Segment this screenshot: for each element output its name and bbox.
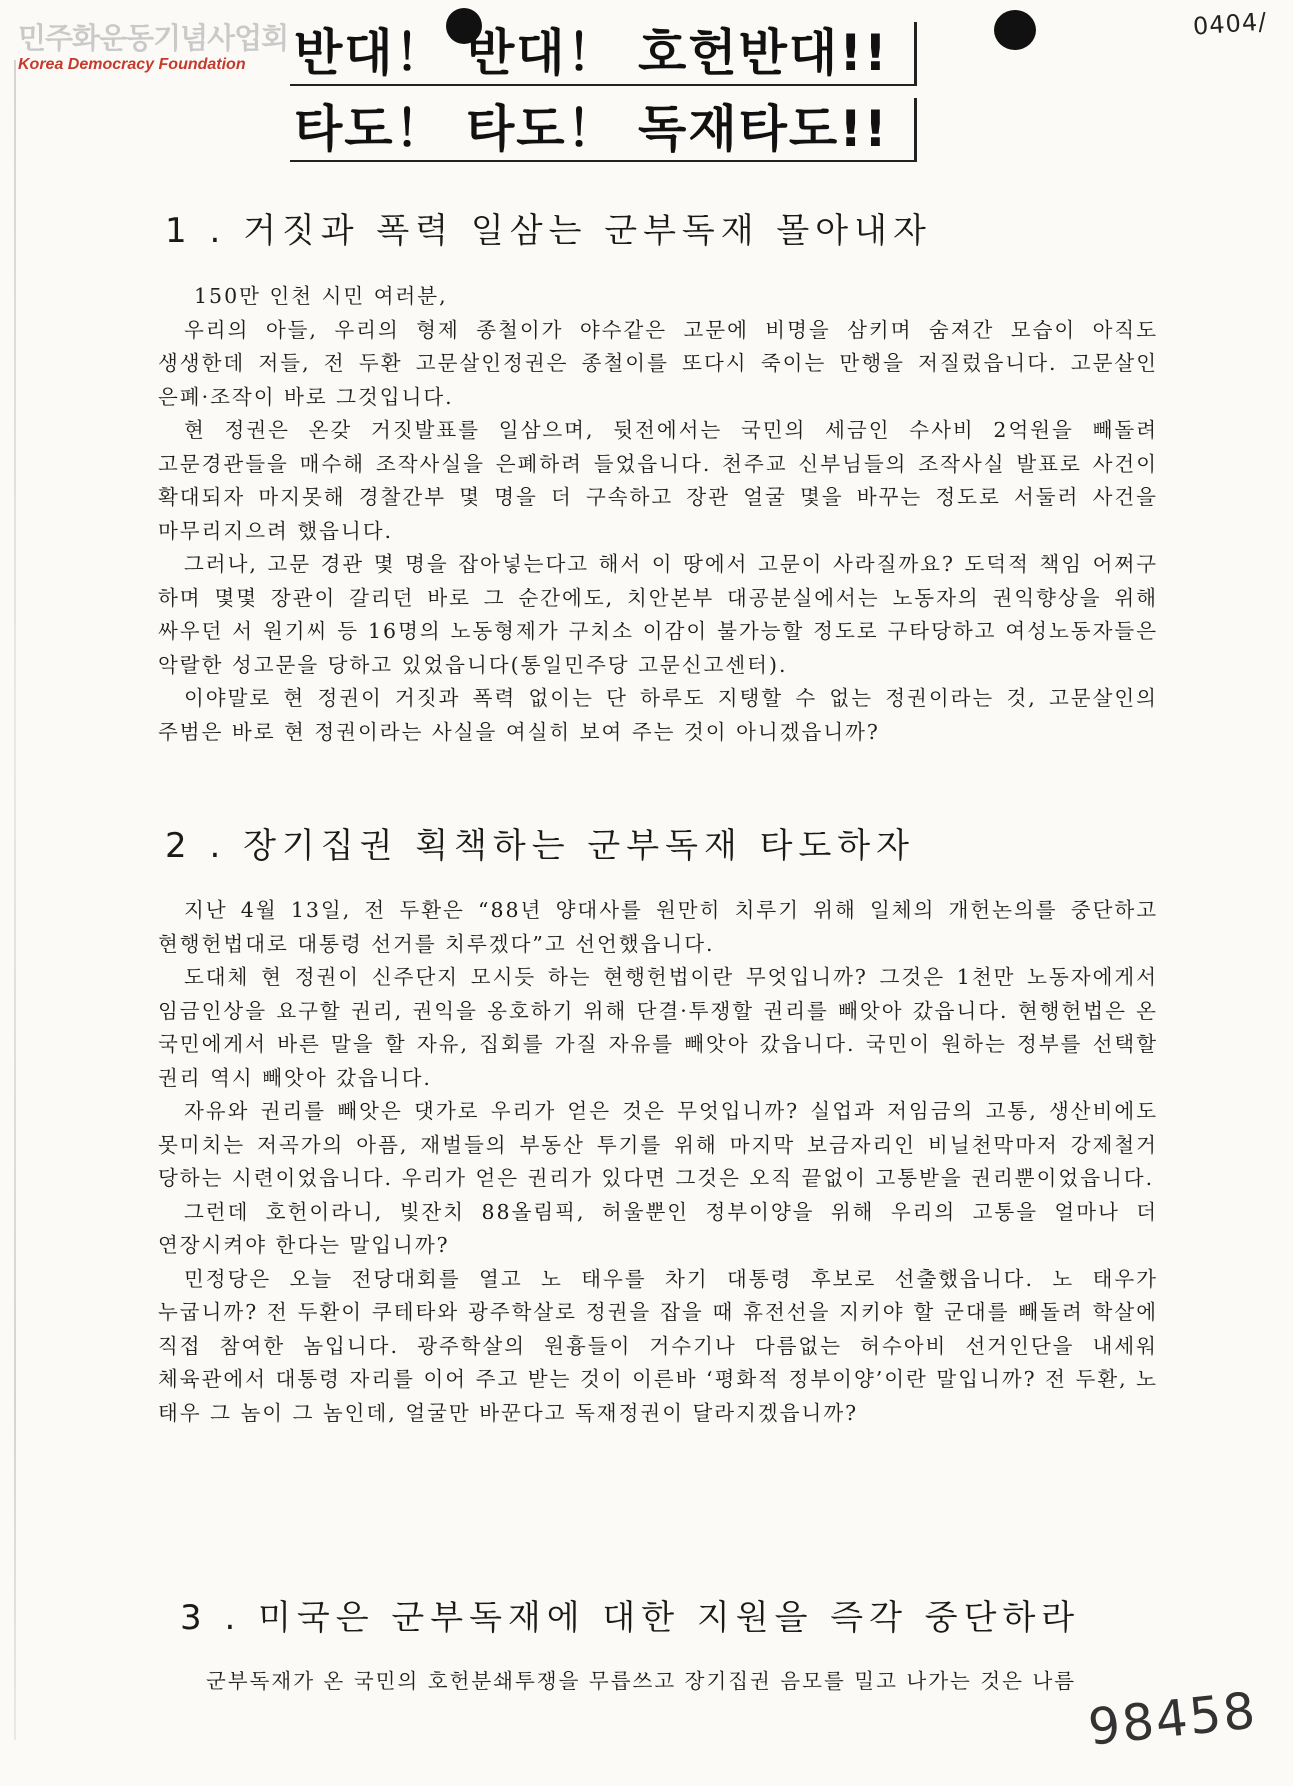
section-2-body (158, 894, 1158, 1430)
paragraph: 150만 인천 시민 여러분, (194, 284, 448, 308)
logo-english-text: Korea Democracy Foundation (18, 56, 246, 73)
paragraph: 이야말로 현 정권이 거짓과 폭력 없이는 단 하루도 지탱할 수 없는 정권이라는 것, 고문살인의 주범은 바로 현 정권이라는 사실을 여실히 보여 주는 것이 아니겠읍니까? (158, 686, 1158, 744)
ink-blot (994, 10, 1036, 50)
section-2-title (165, 818, 915, 867)
headline-overthrow: 타도！ 타도！ 독재타도!! (290, 98, 917, 162)
archive-mark: 0404/ (1191, 7, 1268, 41)
section-1-title (165, 203, 932, 252)
section-heading: 거짓과 폭력 일삼는 군부독재 몰아내자 (243, 211, 932, 251)
section-1-body (158, 280, 1158, 749)
section-heading: 미국은 군부독재에 대한 지원을 즉각 중단하라 (258, 1598, 1081, 1638)
headline-oppose: 반대！ 반대！ 호헌반대!! (290, 22, 917, 86)
paragraph: 그런데 호헌이라니, 빛잔치 88올림픽, 허울뿐인 정부이양을 위해 우리의 고통을 얼마나 더 연장시켜야 한다는 말입니까? (158, 1199, 1158, 1257)
section-number: 3 . (180, 1598, 242, 1638)
archive-stamp-number: 98458 (1085, 1681, 1260, 1757)
section-heading: 장기집권 획책하는 군부독재 타도하자 (243, 826, 915, 866)
paragraph: 군부독재가 온 국민의 호헌분쇄투쟁을 무릅쓰고 장기집권 음모를 밀고 나가는 것은 나름 (206, 1669, 1077, 1693)
paragraph: 지난 4월 13일, 전 두환은 “88년 양대사를 원만히 치루기 위해 일체의 개헌논의를 중단하고 현행헌법대로 대통령 선거를 치루겠다”고 선언했읍니다. (158, 898, 1158, 956)
paragraph: 자유와 권리를 빼앗은 댓가로 우리가 얻은 것은 무엇입니까? 실업과 저임금의 고통, 생산비에도 못미치는 저곡가의 아픔, 재벌들의 부동산 투기를 위해 마지막 보금자리인 비닐천막마저 강제철거 당하는 시련이었읍니다. 우리가 얻은 권리가 있다면 그것은 오직 끝없이 고통받을 권리뿐이었읍니다. (158, 1099, 1158, 1190)
logo-korean-text: 민주화운동기념사업회 (18, 21, 289, 55)
paragraph: 도대체 현 정권이 신주단지 모시듯 하는 현행헌법이란 무엇입니까? 그것은 1천만 노동자에게서 임금인상을 요구할 권리, 권익을 옹호하기 위해 단결·투쟁할 권리를 빼앗아 갔읍니다. 현행헌법은 온 국민에게서 바른 말을 할 자유, 집회를 가질 자유를 빼앗아 갔읍니다. 국민이 원하는 정부를 선택할 권리 역시 빼앗아 갔읍니다. (158, 965, 1158, 1090)
section-number: 1 . (165, 211, 227, 251)
paragraph: 민정당은 오늘 전당대회를 열고 노 태우를 차기 대통령 후보로 선출했읍니다. 노 태우가 누굽니까? 전 두환이 쿠테타와 광주학살로 정권을 잡을 때 휴전선을 지키야 할 군대를 빼돌려 학살에 직접 참여한 놈입니다. 광주학살의 원흉들이 거수기나 다름없는 허수아비 선거인단을 내세워 체육관에서 대통령 자리를 이어 주고 받는 것이 이른바 ‘평화적 정부이양’이란 말입니까? 전 두환, 노 태우 그 놈이 그 놈인데, 얼굴만 바꾼다고 독재정권이 달라지겠읍니까? (158, 1266, 1158, 1425)
section-number: 2 . (165, 826, 227, 866)
paragraph: 현 정권은 온갖 거짓발표를 일삼으며, 뒷전에서는 국민의 세금인 수사비 2억원을 빼돌려 고문경관들을 매수해 조작사실을 은폐하려 들었읍니다. 천주교 신부님들의 조작사실 발표로 사건이 확대되자 마지못해 경찰간부 몇 명을 더 구속하고 장관 얼굴 몇을 바꾸는 정도로 서둘러 사건을 마무리지으려 했읍니다. (158, 418, 1158, 543)
section-3-title (180, 1590, 1080, 1639)
scan-edge-line (14, 60, 16, 1740)
section-3-body (180, 1665, 1160, 1699)
paragraph: 우리의 아들, 우리의 형제 종철이가 야수같은 고문에 비명을 삼키며 숨져간 모습이 아직도 생생한데 저들, 전 두환 고문살인정권은 종철이를 또다시 죽이는 만행을 저질렀읍니다. 고문살인 은폐·조작이 바로 그것입니다. (158, 317, 1158, 409)
foundation-logo (18, 22, 298, 74)
paragraph: 그러나, 고문 경관 몇 명을 잡아넣는다고 해서 이 땅에서 고문이 사라질까요? 도덕적 책임 어쩌구 하며 몇몇 장관이 갈리던 바로 그 순간에도, 치안본부 대공분실에서는 노동자의 권익향상을 위해 싸우던 서 원기씨 등 16명의 노동형제가 구치소 이감이 불가능할 정도로 구타당하고 여성노동자들은 악랄한 성고문을 당하고 있었읍니다(통일민주당 고문신고센터). (158, 552, 1158, 677)
